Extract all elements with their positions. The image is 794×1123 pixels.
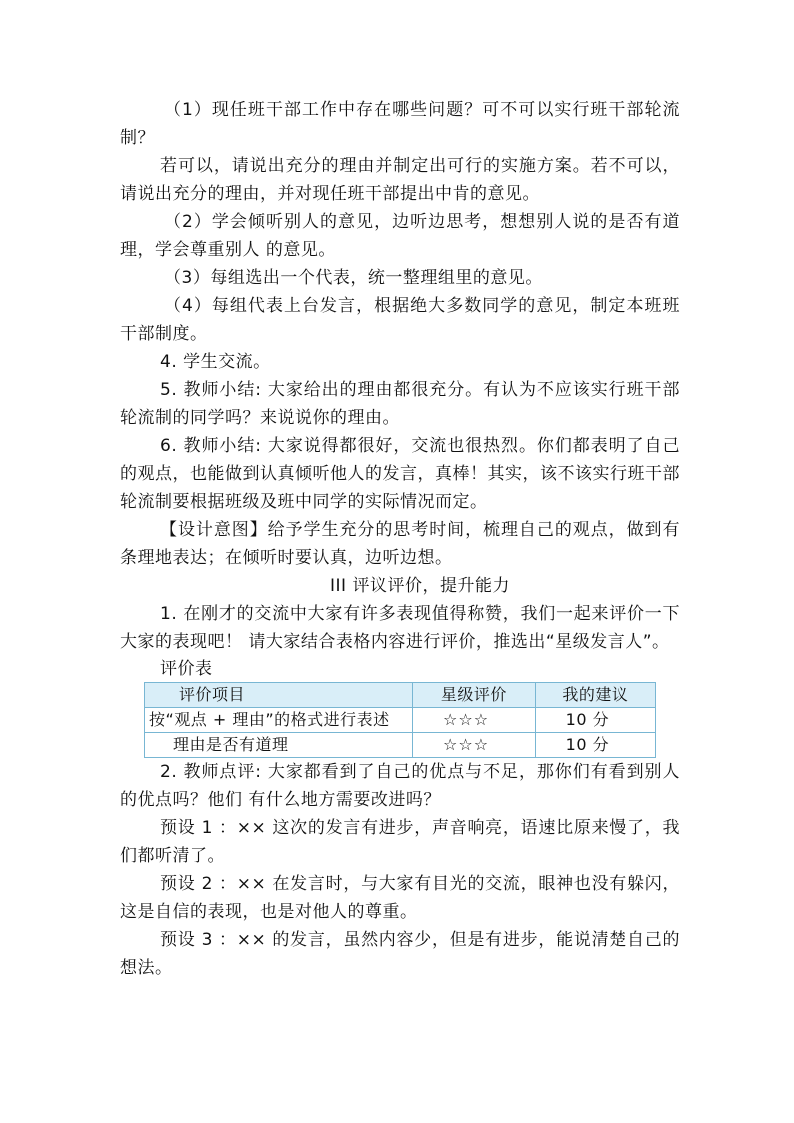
paragraph-design-intent: 【设计意图】给予学生充分的思考时间，梳理自己的观点，做到有条理地表达；在倾听时要认真，边听边想。	[120, 520, 680, 568]
table-header-rating: 星级评价	[413, 683, 536, 708]
document-page	[120, 96, 680, 982]
table-cell-rating: ☆☆☆	[413, 708, 536, 733]
table-header-suggestion: 我的建议	[535, 683, 655, 708]
table-row	[145, 733, 656, 758]
paragraph-preset-3: 预设 3 ：×× 的发言，虽然内容少，但是有进步，能说清楚自己的想法。	[120, 930, 680, 978]
table-cell-item: 按“观点 + 理由”的格式进行表述	[145, 708, 413, 733]
paragraph-student-exchange: 4. 学生交流。	[160, 352, 271, 372]
paragraph-preset-1: 预设 1 ：×× 这次的发言有进步，声音响亮，语速比原来慢了，我们都听清了。	[120, 818, 680, 866]
table-title: 评价表	[160, 659, 213, 679]
table-header-row	[145, 683, 656, 708]
section-heading: III 评议评价，提升能力	[330, 576, 510, 596]
paragraph-preset-2: 预设 2 ：×× 在发言时，与大家有目光的交流，眼神也没有躲闪，这是自信的表现，也是对他人的尊重。	[120, 874, 680, 922]
evaluation-table	[144, 682, 656, 758]
paragraph-teacher-summary-5: 5. 教师小结: 大家给出的理由都很充分。有认为不应该实行班干部轮流制的同学吗？来说说你的理由。	[120, 380, 680, 428]
table-cell-score: 10 分	[535, 733, 655, 758]
paragraph-eval-intro: 1. 在刚才的交流中大家有许多表现值得称赞，我们一起来评价一下大家的表现吧！ 请大家结合表格内容进行评价，推选出“星级发言人”。	[120, 604, 680, 652]
paragraph-listen: （2）学会倾听别人的意见，边听边思考，想想别人说的是否有道理，学会尊重别人 的意见。	[120, 212, 680, 260]
table-header-item: 评价项目	[145, 683, 413, 708]
paragraph-guidance: 若可以，请说出充分的理由并制定出可行的实施方案。若不可以，请说出充分的理由，并对现任班干部提出中肯的意见。	[120, 156, 680, 204]
paragraph-teacher-comment: 2. 教师点评: 大家都看到了自己的优点与不足，那你们有看到别人的优点吗？他们 有什么地方需要改进吗？	[120, 762, 680, 810]
paragraph-representative: （3）每组选出一个代表，统一整理组里的意见。	[164, 268, 543, 288]
paragraph-presentation: （4）每组代表上台发言，根据绝大多数同学的意见，制定本班班干部制度。	[120, 296, 680, 344]
table-cell-item: 理由是否有道理	[145, 733, 413, 758]
table-cell-score: 10 分	[535, 708, 655, 733]
table-cell-rating: ☆☆☆	[413, 733, 536, 758]
paragraph-teacher-summary-6: 6. 教师小结: 大家说得都很好，交流也很热烈。你们都表明了自己的观点，也能做到认真倾听他人的发言，真棒！其实，该不该实行班干部轮流制要根据班级及班中同学的实际情况而定。	[120, 436, 680, 512]
table-row	[145, 708, 656, 733]
paragraph-question-1: （1）现任班干部工作中存在哪些问题？可不可以实行班干部轮流制？	[120, 100, 680, 148]
